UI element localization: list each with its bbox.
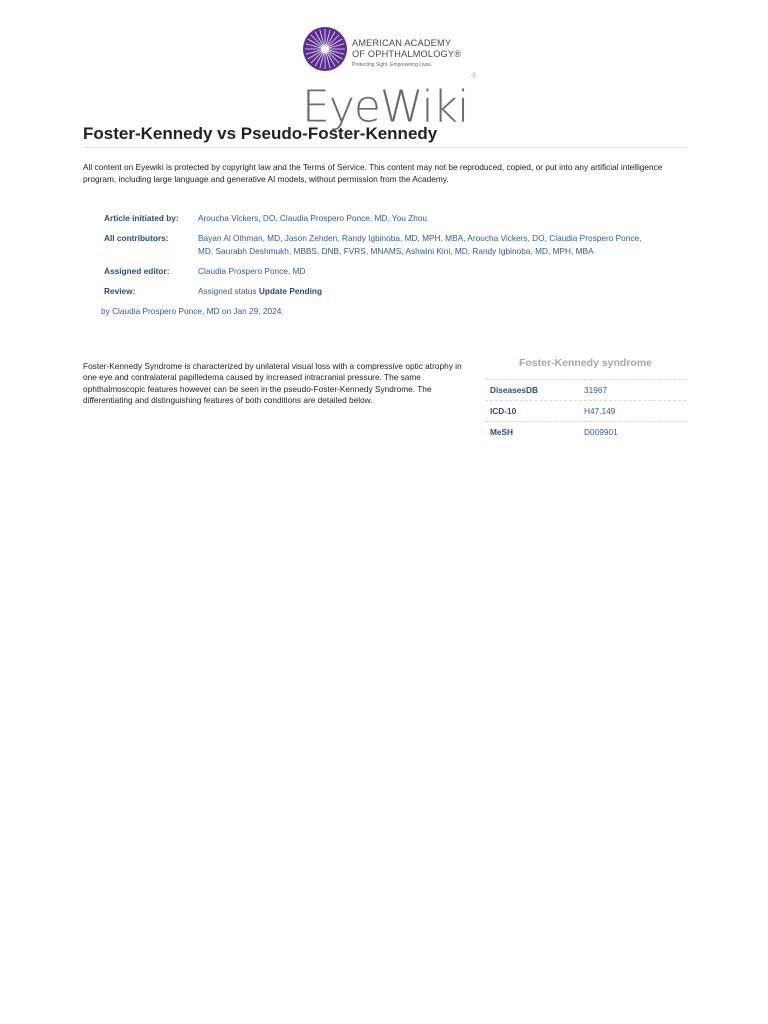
meta-value-editor[interactable]: Claudia Prospero Ponce, MD [198, 266, 306, 276]
meta-value-initiated[interactable]: Aroucha Vickers, DO, Claudia Prospero Ponce, MD, You Zhou [198, 213, 428, 223]
infobox-title: Foster-Kennedy syndrome [518, 357, 653, 369]
meta-label-editor: Assigned editor: [104, 266, 170, 276]
infobox-row [485, 421, 686, 442]
meta-label-initiated: Article initiated by: [104, 213, 179, 223]
review-prefix: Assigned status [198, 286, 257, 296]
site-header [0, 0, 768, 133]
infobox [485, 355, 686, 442]
review-status[interactable]: Update Pending [258, 286, 323, 296]
infobox-value-mesh[interactable]: D009901 [584, 427, 618, 437]
infobox-row [485, 400, 686, 421]
infobox-key-icd10[interactable]: ICD-10 [490, 406, 517, 416]
intro-paragraph: Foster-Kennedy Syndrome is characterized by unilateral visual loss with a compressive optic atrophy in one eye and contralateral papilledema caused by increased intracranial pressure. The same ophthalmoscopic features however can be seen in the pseudo-Foster-Kennedy Syndrome. The differentiating and distinguishing features of both conditions are detailed below. [83, 361, 462, 405]
aao-name-line1: AMERICAN ACADEMY [352, 38, 452, 48]
aao-tagline: Protecting Sight. Empowering Lives. [352, 62, 433, 68]
copyright-notice: All content on Eyewiki is protected by copyright law and the Terms of Service. This content may not be reproduced, copied, or put into any artificial intelligence program, including large language and generative AI models, without permission from the Academy. [83, 162, 663, 184]
aao-seal-icon [302, 26, 348, 72]
meta-value-contributors[interactable]: Bayan Al Othman, MD, Jason Zehden, Randy Igbinoba, MD, MPH, MBA, Aroucha Vickers, DO, Claudia Prospero Ponce, MD, Saurabh Deshmukh, MBBS, DNB, FVRS, MNAMS, Ashwini Kini, MD, Randy Igbinoba, MD, MPH, MBA [198, 233, 642, 256]
aao-logo[interactable] [302, 26, 472, 76]
review-note: by Claudia Prospero Ponce, MD on Jan 29, 2024. [101, 306, 284, 316]
infobox-key-diseasesdb[interactable]: DiseasesDB [490, 385, 538, 395]
infobox-key-mesh[interactable]: MeSH [490, 427, 514, 437]
registered-mark: ® [470, 72, 477, 80]
aao-name [352, 38, 461, 59]
meta-label-contributors: All contributors: [104, 233, 169, 243]
infobox-value-diseasesdb[interactable]: 31967 [584, 385, 608, 395]
aao-name-line2: OF OPHTHALMOLOGY® [352, 48, 462, 59]
meta-label-review: Review: [104, 286, 136, 296]
meta-value-review [198, 285, 658, 298]
page-title: Foster-Kennedy vs Pseudo-Foster-Kennedy [83, 124, 438, 143]
infobox-value-icd10[interactable]: H47.149 [584, 406, 616, 416]
eyewiki-wordmark-text: EyeWiki [302, 81, 469, 133]
infobox-row [485, 379, 686, 400]
eyewiki-wordmark[interactable] [302, 72, 477, 133]
title-divider [83, 147, 686, 148]
